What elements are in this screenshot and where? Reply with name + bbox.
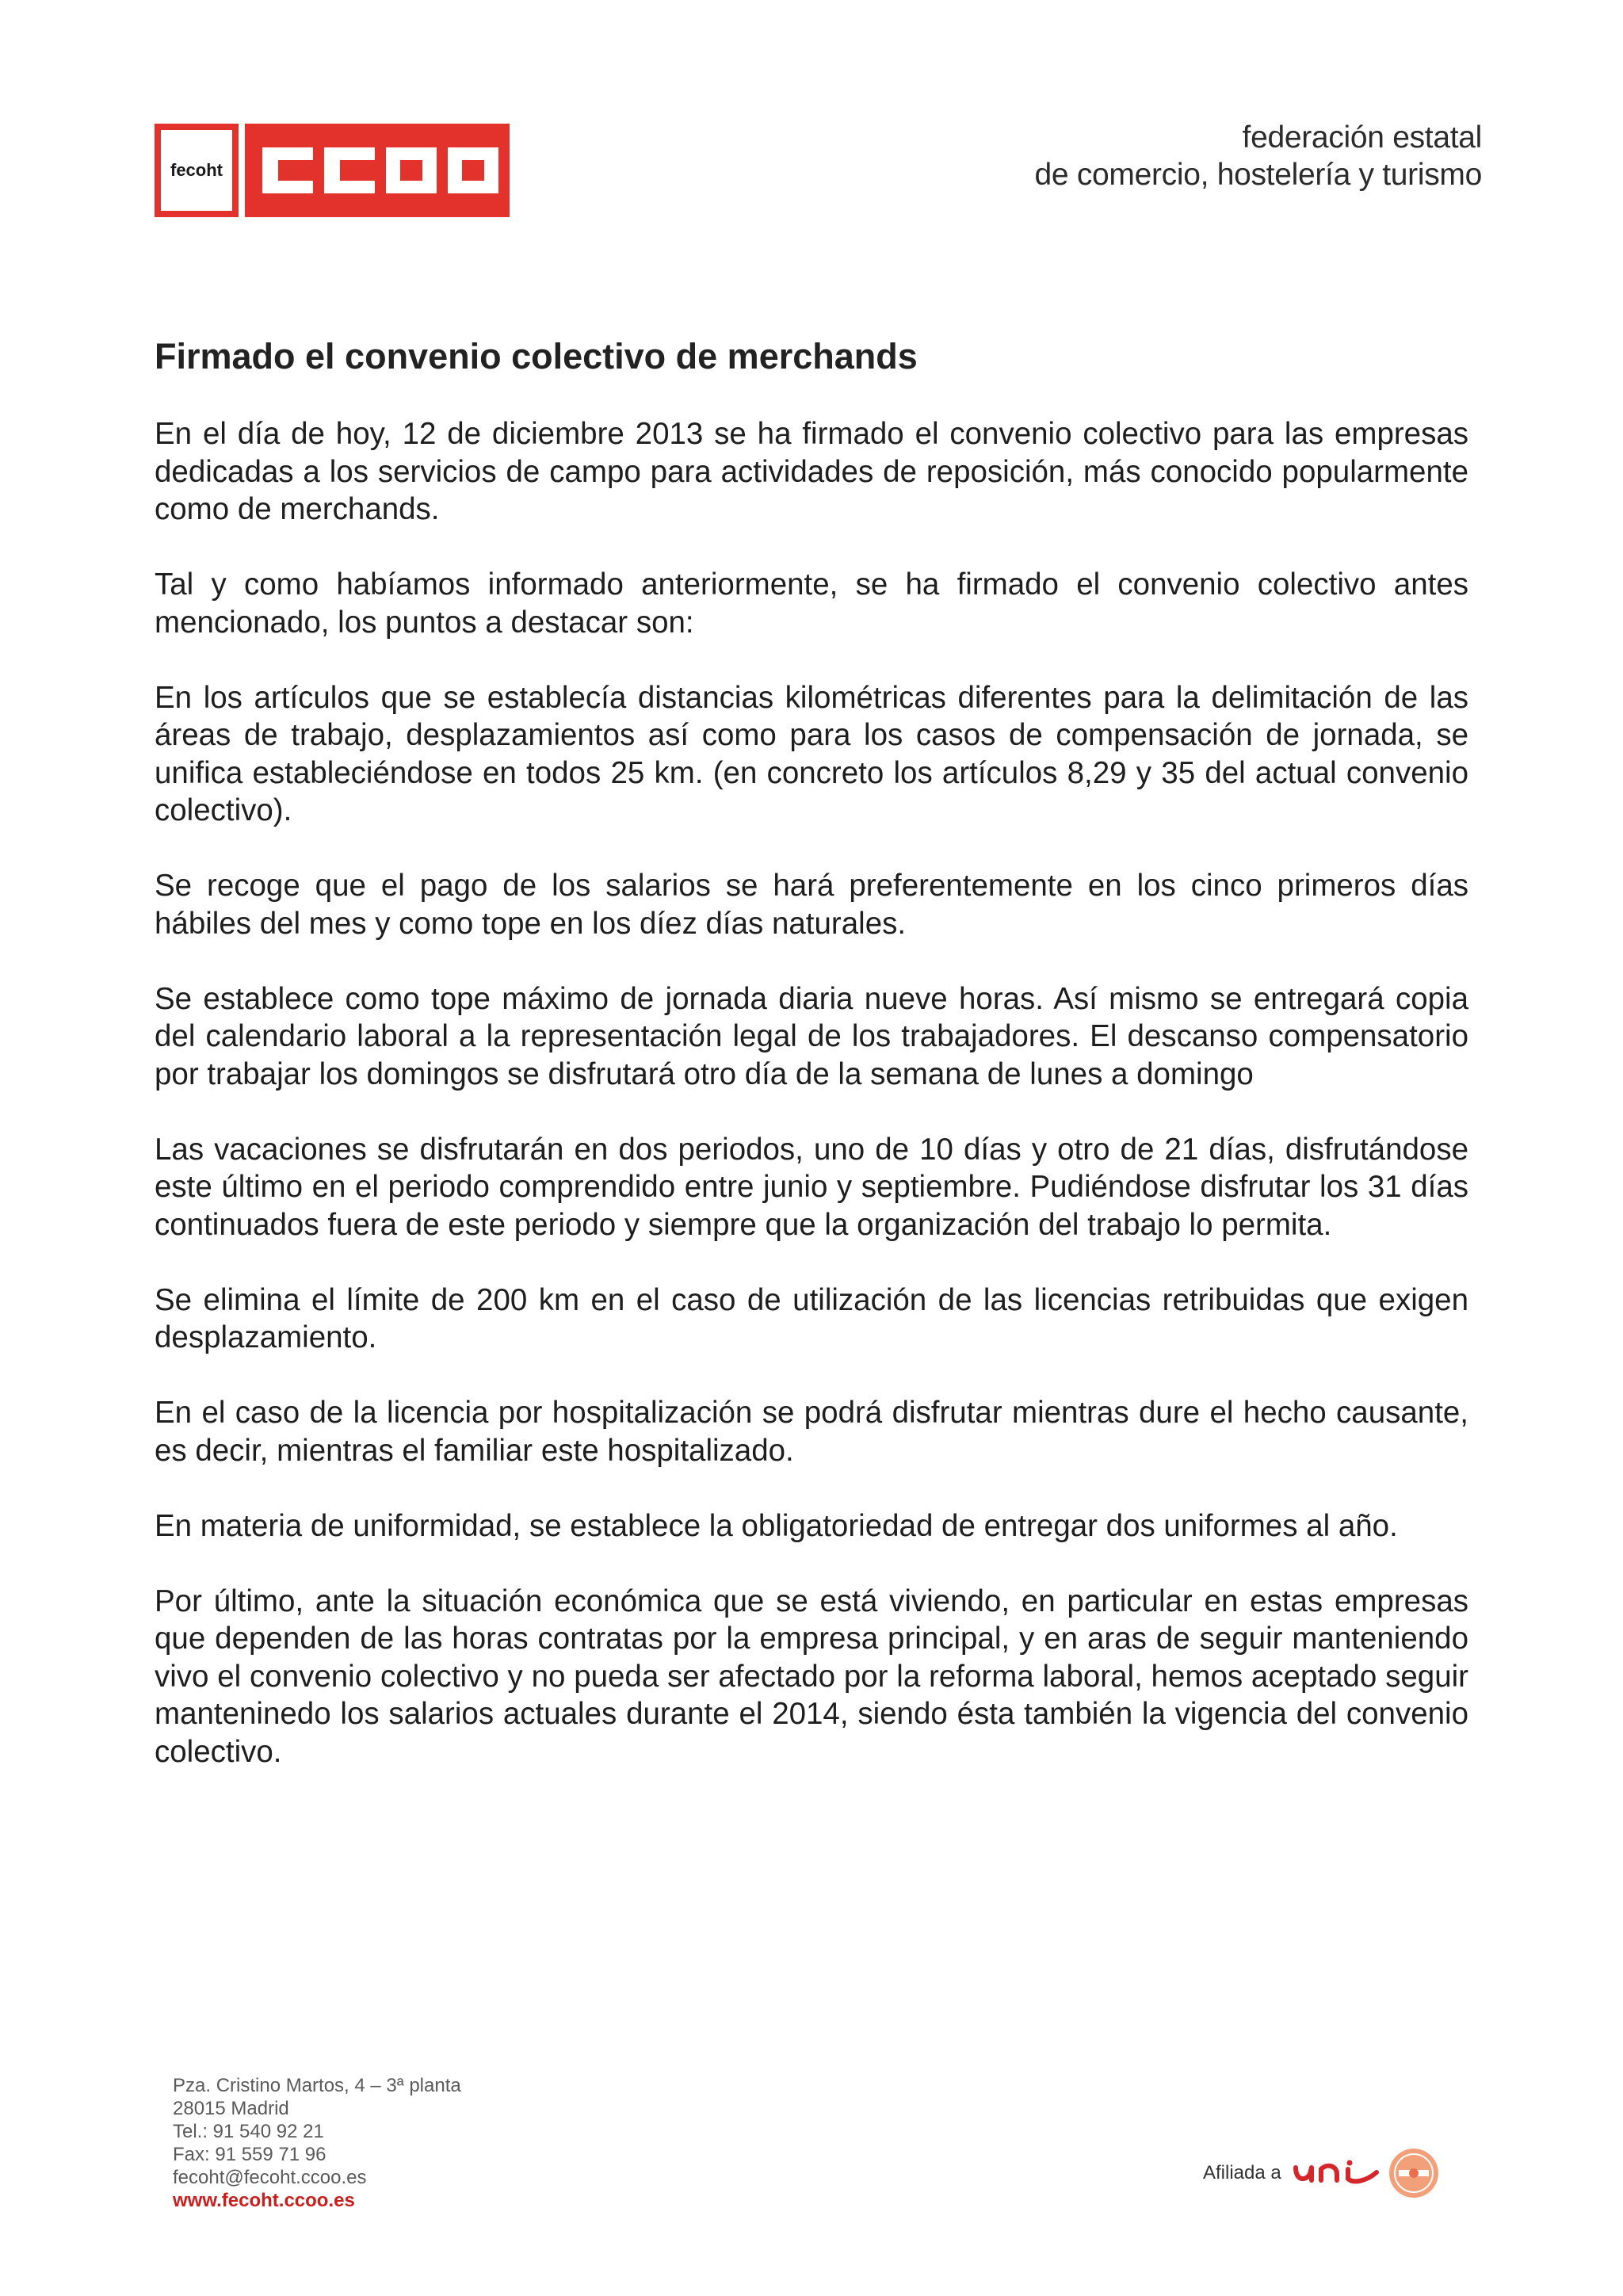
paragraph: Se recoge que el pago de los salarios se hará preferentemente en los cinco primeros días hábiles del mes y como tope en los díez días naturales. [155,869,1468,941]
ccoo-logo-mark [245,124,510,217]
website-link[interactable]: www.fecoht.ccoo.es [173,2190,355,2211]
uni-logo-icon [1293,2160,1380,2187]
article [155,333,1468,1809]
paragraph: Tal y como habíamos informado anteriormente, se ha firmado el convenio colectivo antes mencionado, los puntos a destacar son: [155,567,1468,640]
paragraph: En materia de uniformidad, se establece la obligatoriedad de entregar dos uniformes al año. [155,1508,1398,1543]
affiliation [1203,2147,1440,2199]
phone-number: Tel.: 91 540 92 21 [173,2121,324,2142]
paragraph: Se establece como tope máximo de jornada diaria nueve horas. Así mismo se entregará copia del calendario laboral a la representación legal de los trabajadores. El descanso compensatorio por trabajar los domingos se disfrutará otro día de la semana de lunes a domingo [155,981,1468,1091]
article-title: Firmado el convenio colectivo de merchands [155,336,918,376]
email-address[interactable]: fecoht@fecoht.ccoo.es [173,2167,367,2188]
paragraph: En el caso de la licencia por hospitalización se podrá disfrutar mientras dure el hecho causante, es decir, mientras el familiar este hospitalizado. [155,1396,1468,1468]
org-name-line1: federación estatal [1242,120,1482,155]
ccoo-letters-graphic [245,124,510,217]
ccoo-logo [155,124,510,217]
paragraph: Por último, ante la situación económica que se está viviendo, en particular en estas empresas que dependen de las horas contratas por la empresa principal, y en aras de seguir manteniendo vivo el convenio colectivo y no pueda ser afectado por la reforma laboral, hemos aceptado seguir manteninedo los salarios actuales durante el 2014, siendo ésta también la vigencia del convenio colectivo. [155,1584,1468,1769]
paragraph: Se elimina el límite de 200 km en el caso de utilización de las licencias retribuidas que exigen desplazamiento. [155,1282,1468,1354]
paragraph: En los artículos que se establecía distancias kilométricas diferentes para la delimitación de las áreas de trabajo, desplazamientos así como para los casos de compensación de jornada, se unifica estableciéndose en todos 25 km. (en concreto los artículos 8,29 y 35 del actual convenio colectivo). [155,680,1468,827]
organization-name [1035,119,1483,193]
union-seal-icon [1388,2147,1440,2199]
paragraph: Las vacaciones se disfrutarán en dos periodos, uno de 10 días y otro de 21 días, disfrutándose este último en el periodo comprendido entre junio y septiembre. Pudiéndose disfrutar los 31 días continuados fuera de este periodo y siempre que la organización del trabajo lo permita. [155,1132,1468,1242]
fecoht-logo-text: fecoht [170,160,223,180]
address-city: 28015 Madrid [173,2098,289,2119]
address-street: Pza. Cristino Martos, 4 – 3ª planta [173,2075,461,2096]
paragraph: En el día de hoy, 12 de diciembre 2013 se ha firmado el convenio colectivo para las empresas dedicadas a los servicios de campo para actividades de reposición, más conocido popularmente como de merchands. [155,417,1468,526]
org-name-line2: de comercio, hostelería y turismo [1034,158,1482,192]
affiliation-label: Afiliada a [1203,2162,1281,2183]
fecoht-logo-box [155,124,239,217]
fax-number: Fax: 91 559 71 96 [173,2144,327,2165]
footer-address [173,2074,461,2212]
